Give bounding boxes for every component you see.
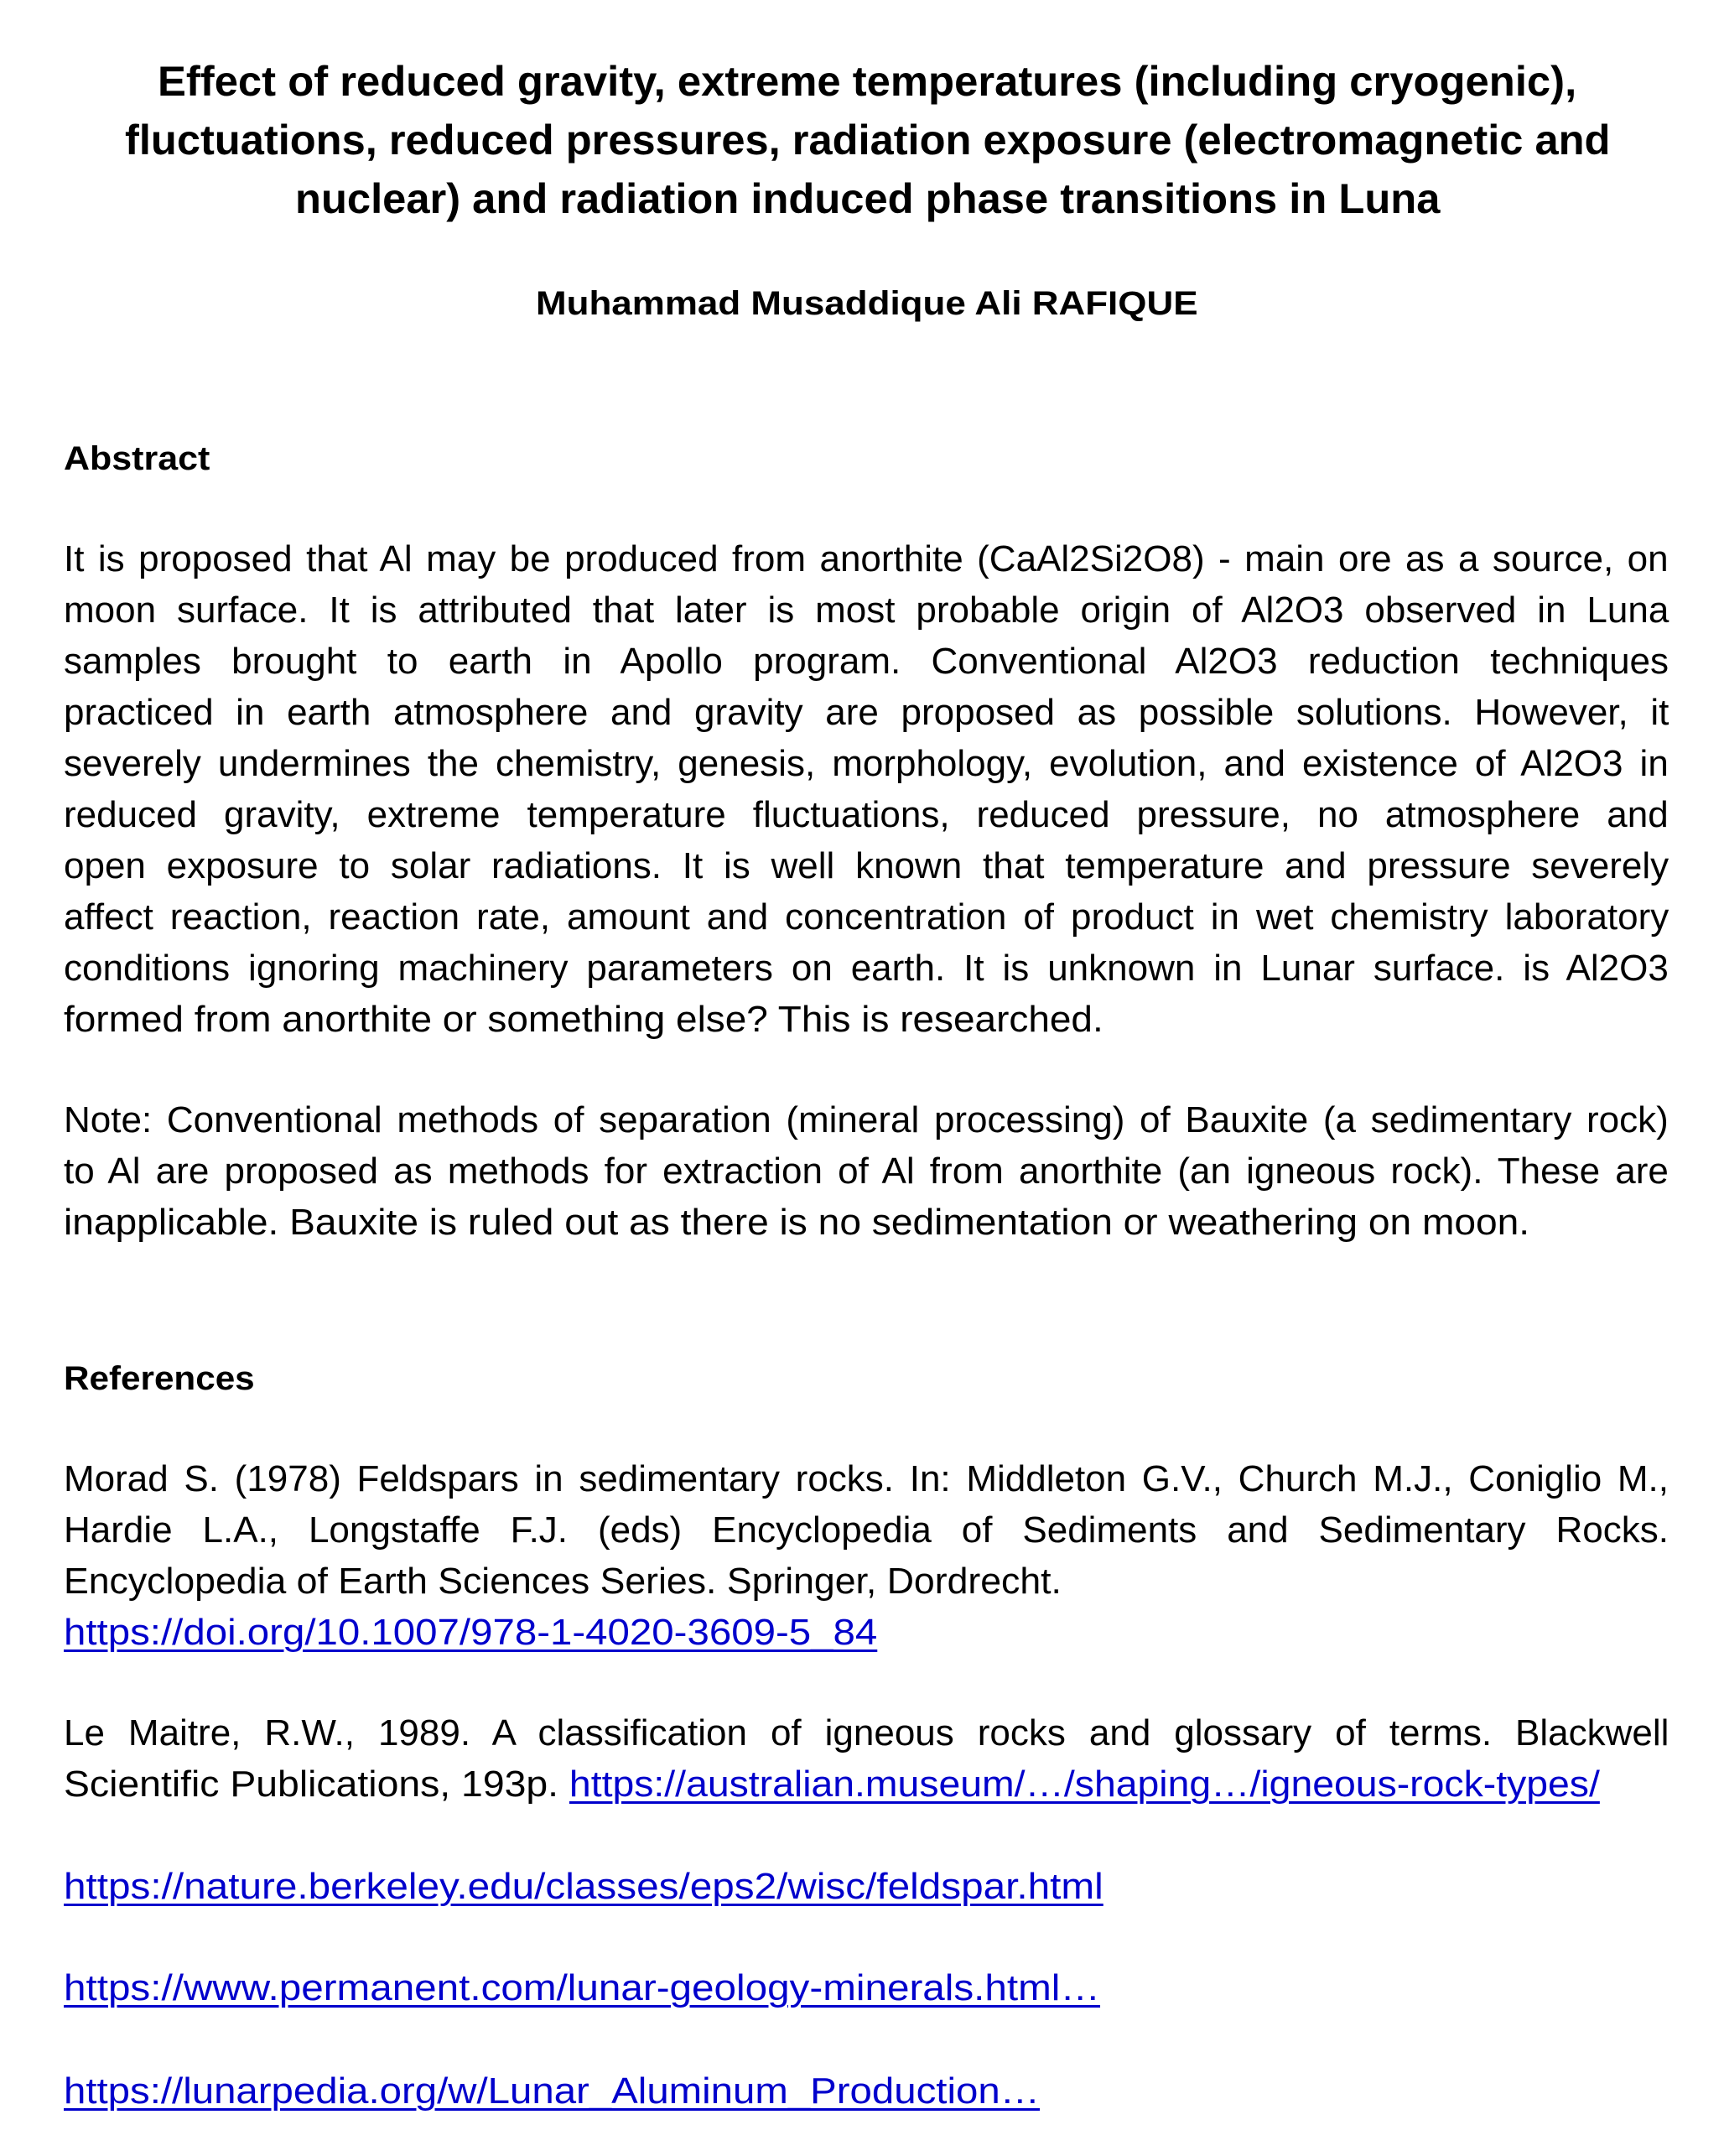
- doi-link[interactable]: https://doi.org/10.1007/978-1-4020-3609-5_84: [64, 1612, 878, 1653]
- title-line: Effect of reduced gravity, extreme temperatures (including cryogenic),: [158, 58, 1577, 105]
- reference-line: Le Maitre, R.W., 1989. A classification of igneous rocks and glossary of terms. Blackwell: [64, 1712, 1669, 1753]
- abstract-line: samples brought to earth in Apollo program. Conventional Al2O3 reduction techniques: [64, 641, 1669, 682]
- abstract-line: It is proposed that Al may be produced from anorthite (CaAl2Si2O8) - main ore as a source, on: [64, 538, 1669, 579]
- title-line: fluctuations, reduced pressures, radiation exposure (electromagnetic and: [124, 117, 1610, 164]
- permanent-lunar-geology-link[interactable]: https://www.permanent.com/lunar-geology-minerals.html…: [64, 1967, 1101, 2008]
- abstract-line: severely undermines the chemistry, genesis, morphology, evolution, and existence of Al2O3 in: [64, 743, 1669, 784]
- reference-line: Morad S. (1978) Feldspars in sedimentary rocks. In: Middleton G.V., Church M.J., Coniglio M.,: [64, 1458, 1669, 1499]
- abstract-line: conditions ignoring machinery parameters on earth. It is unknown in Lunar surface. is Al2O3: [64, 948, 1669, 989]
- author-name: Muhammad Musaddique Ali RAFIQUE: [536, 285, 1198, 322]
- note-line: inapplicable. Bauxite is ruled out as there is no sedimentation or weathering on moon.: [64, 1202, 1530, 1243]
- australian-museum-link[interactable]: https://australian.museum/…/shaping…/igneous-rock-types/: [569, 1764, 1600, 1805]
- reference-text: Scientific Publications, 193p.: [64, 1764, 569, 1805]
- reference-line-with-link: [64, 1766, 1600, 1803]
- reference-line: Encyclopedia of Earth Sciences Series. Springer, Dordrecht.: [64, 1561, 1062, 1602]
- lunarpedia-aluminum-link[interactable]: https://lunarpedia.org/w/Lunar_Aluminum_Production…: [64, 2070, 1041, 2112]
- abstract-line: practiced in earth atmosphere and gravity are proposed as possible solutions. However, it: [64, 692, 1669, 733]
- abstract-line: formed from anorthite or something else? This is researched.: [64, 999, 1103, 1040]
- abstract-line: moon surface. It is attributed that later is most probable origin of Al2O3 observed in Luna: [64, 590, 1669, 631]
- note-line: to Al are proposed as methods for extraction of Al from anorthite (an igneous rock). These are: [64, 1151, 1669, 1192]
- reference-line: Hardie L.A., Longstaffe F.J. (eds) Encyclopedia of Sediments and Sedimentary Rocks.: [64, 1509, 1669, 1551]
- abstract-line: affect reaction, reaction rate, amount and concentration of product in wet chemistry laboratory: [64, 896, 1669, 938]
- title-line: nuclear) and radiation induced phase transitions in Luna: [294, 175, 1440, 222]
- abstract-heading: Abstract: [64, 440, 210, 477]
- berkeley-feldspar-link[interactable]: https://nature.berkeley.edu/classes/eps2/wisc/feldspar.html: [64, 1866, 1103, 1907]
- abstract-line: reduced gravity, extreme temperature fluctuations, reduced pressure, no atmosphere and: [64, 794, 1669, 835]
- note-line: Note: Conventional methods of separation (mineral processing) of Bauxite (a sedimentary rock): [64, 1099, 1669, 1140]
- abstract-line: open exposure to solar radiations. It is well known that temperature and pressure severely: [64, 845, 1669, 886]
- references-heading: References: [64, 1360, 255, 1397]
